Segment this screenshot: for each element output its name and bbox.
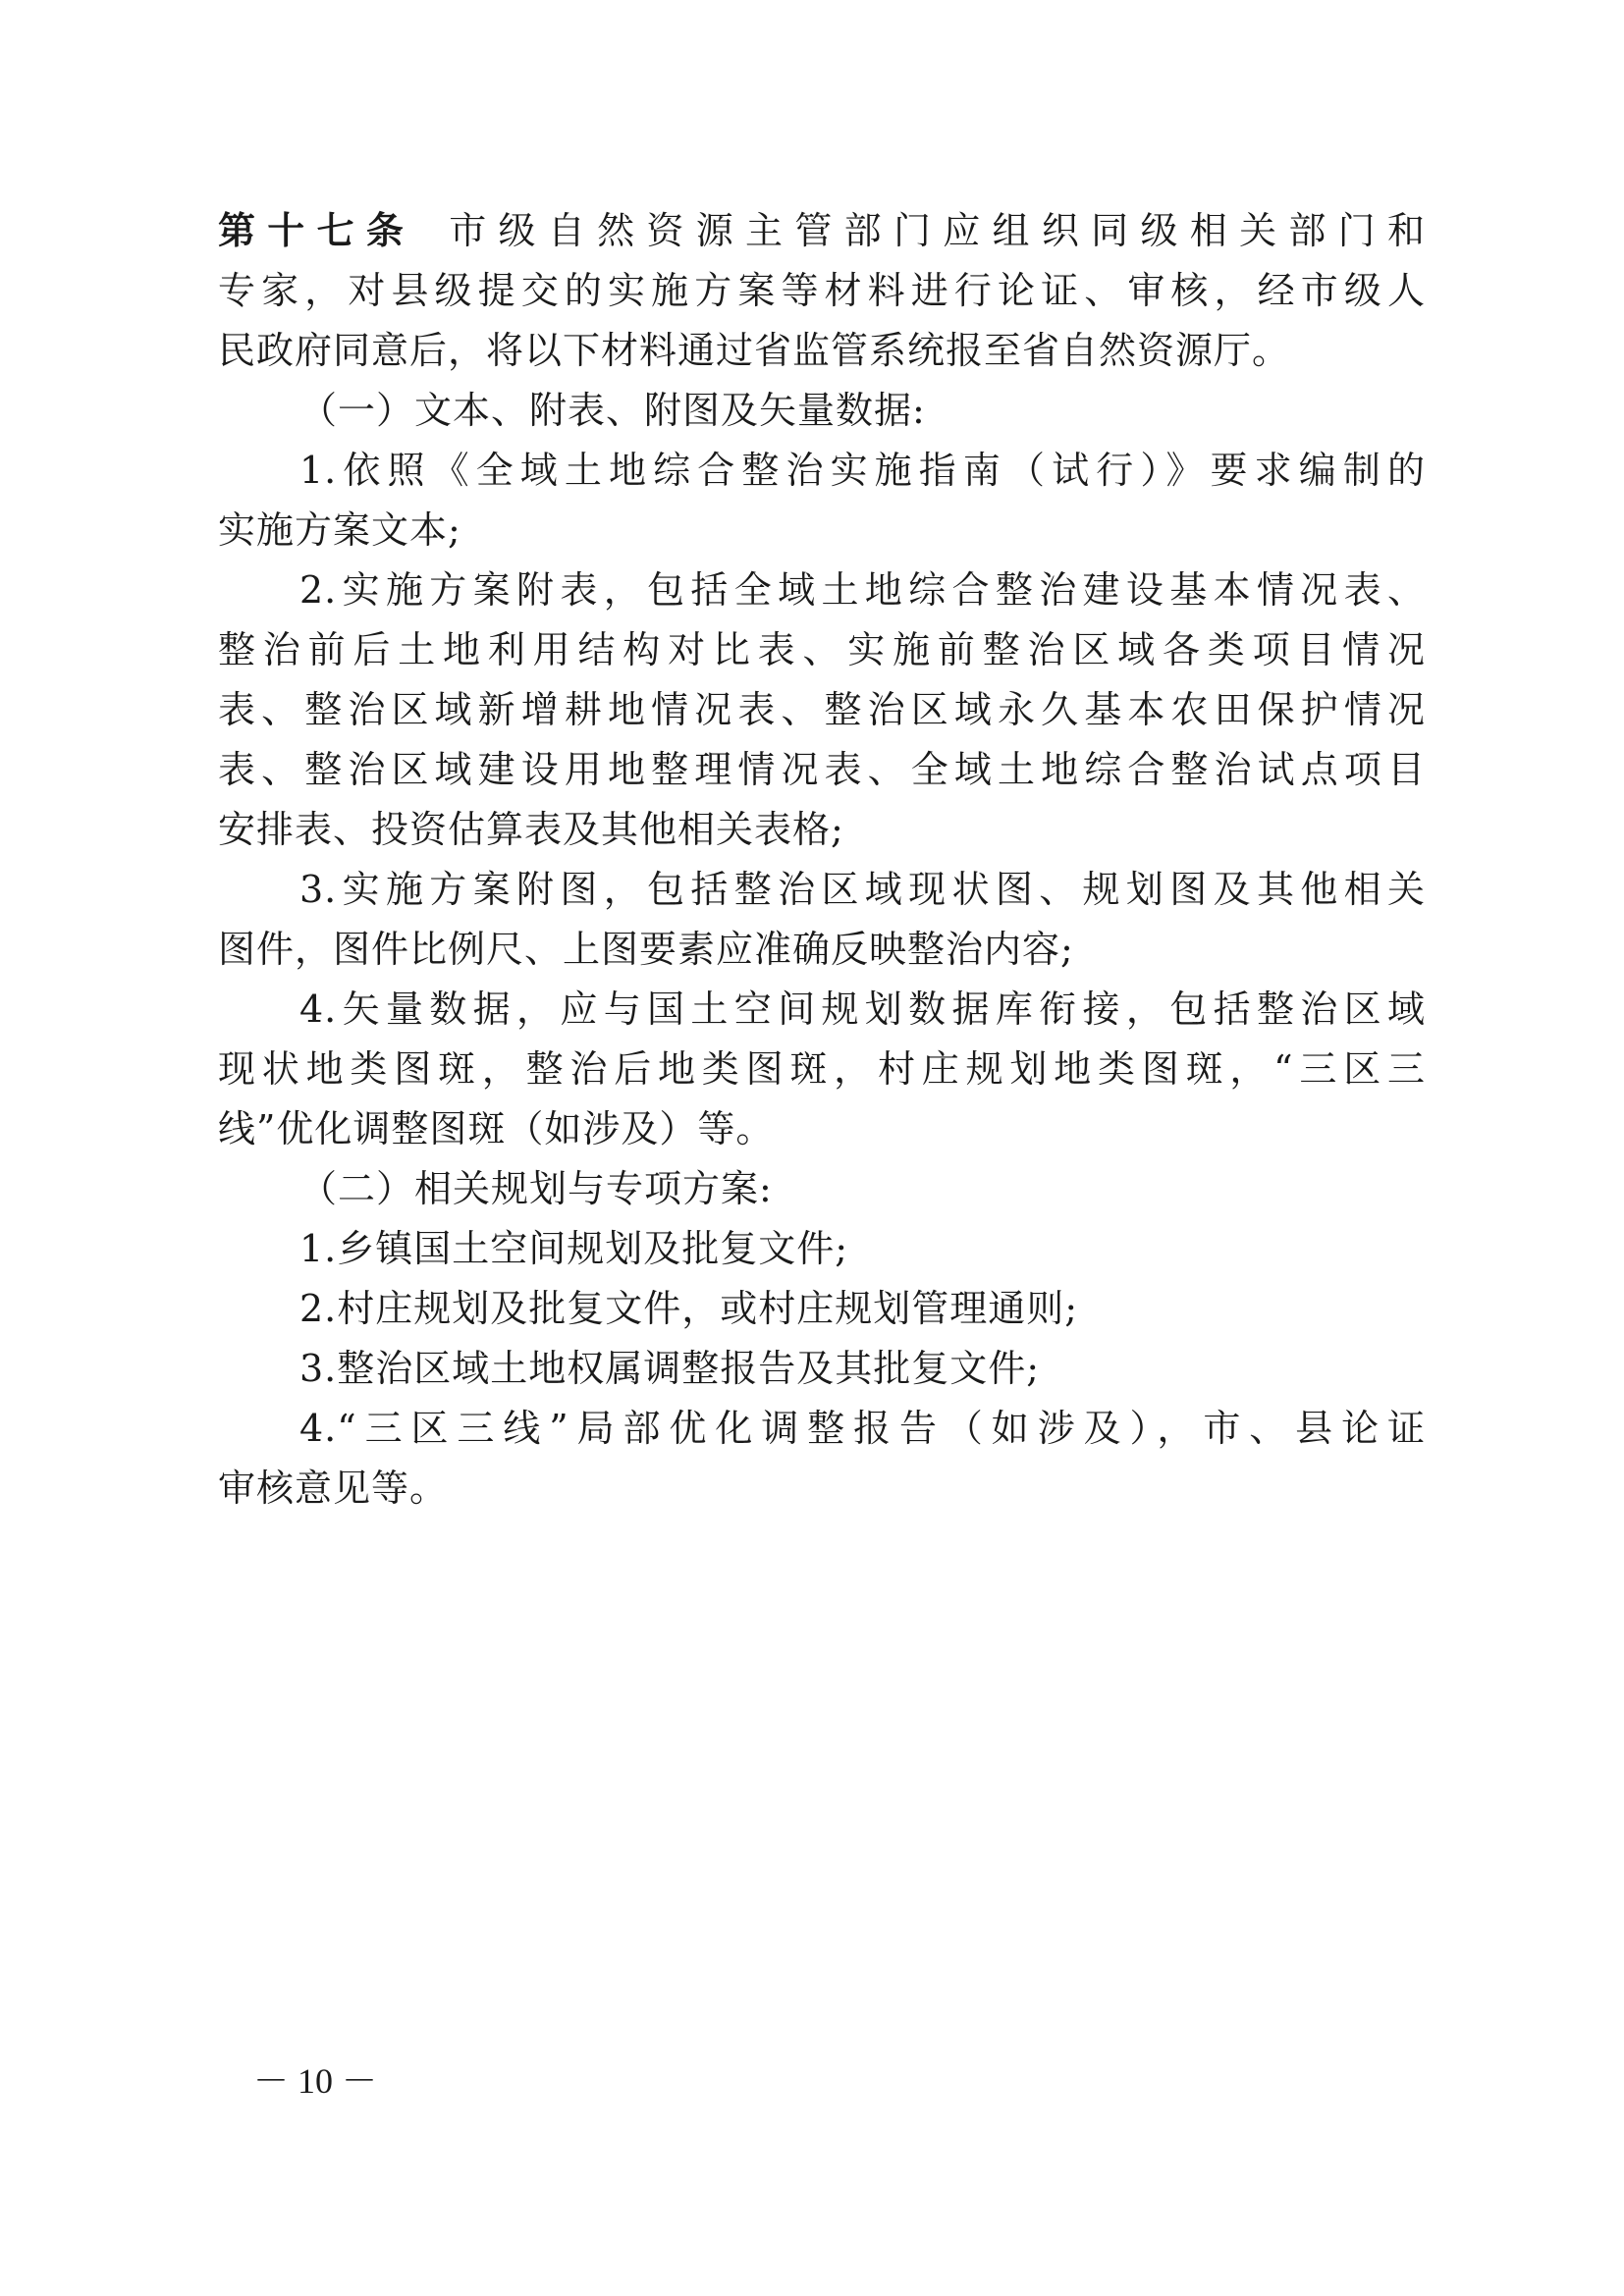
section2-title: （二）相关规划与专项方案: <box>299 1167 773 1210</box>
article-heading: 第十七条 <box>218 209 416 252</box>
section1-item1-line2: 实施方案文本; <box>218 508 461 552</box>
section1-item2-line4: 表、整治区域建设用地整理情况表、全域土地综合整治试点项目 <box>218 748 1426 791</box>
section1-item4-line2: 现状地类图斑，整治后地类图斑，村庄规划地类图斑，“三区三 <box>218 1047 1426 1091</box>
section2-item1: 1.乡镇国土空间规划及批复文件; <box>299 1227 849 1270</box>
section2-item2: 2.村庄规划及批复文件，或村庄规划管理通则; <box>299 1287 1079 1330</box>
article-line-2: 专家，对县级提交的实施方案等材料进行论证、审核，经市级人 <box>218 269 1426 312</box>
section1-item2-line1: 2.实施方案附表，包括全域土地综合整治建设基本情况表、 <box>299 568 1426 612</box>
section1-item2-line2: 整治前后土地利用结构对比表、实施前整治区域各类项目情况 <box>218 628 1426 671</box>
section1-item3-line1: 3.实施方案附图，包括整治区域现状图、规划图及其他相关 <box>299 868 1426 911</box>
article-line-3: 民政府同意后，将以下材料通过省监管系统报至省自然资源厅。 <box>218 329 1291 372</box>
section1-item2-line5: 安排表、投资估算表及其他相关表格; <box>218 808 844 851</box>
section1-title: （一）文本、附表、附图及矢量数据: <box>299 389 926 432</box>
article-first-line <box>218 209 1426 252</box>
article-line-1: 市级自然资源主管部门应组织同级相关部门和 <box>449 209 1426 252</box>
page-number: － 10 － <box>253 2061 378 2101</box>
section1-item3-line2: 图件，图件比例尺、上图要素应准确反映整治内容; <box>218 928 1074 971</box>
section1-item2-line3: 表、整治区域新增耕地情况表、整治区域永久基本农田保护情况 <box>218 688 1426 731</box>
section2-item4-line1: 4.“三区三线”局部优化调整报告（如涉及），市、县论证 <box>299 1407 1426 1450</box>
section1-item1-line1: 1.依照《全域土地综合整治实施指南（试行）》要求编制的 <box>299 449 1426 492</box>
section2-item4-line2: 审核意见等。 <box>218 1467 449 1510</box>
section1-item4-line1: 4.矢量数据，应与国土空间规划数据库衔接，包括整治区域 <box>299 988 1426 1031</box>
section1-item4-line3: 线”优化调整图斑（如涉及）等。 <box>218 1107 775 1150</box>
section2-item3: 3.整治区域土地权属调整报告及其批复文件; <box>299 1347 1041 1390</box>
